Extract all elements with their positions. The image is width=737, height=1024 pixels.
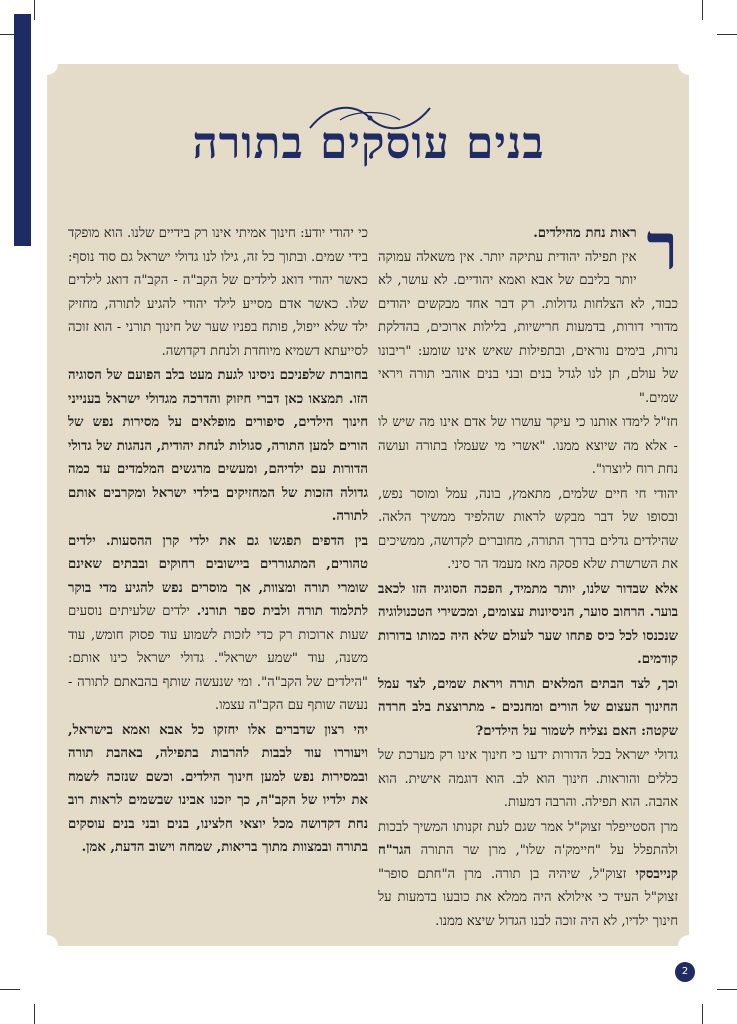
crop-mark (717, 34, 737, 35)
paragraph-bold: בין הדפים תפגשו גם את ילדי קרן ההסעות. ילדים טהורים, המתגוררים ביישובים רחוקים ובבתים שאינם שומרי תורה ומצוות, אך מוסרים נפש להגיע מדי בוקר לתלמוד תורה ולבית ספר תורני. (68, 533, 369, 619)
paragraph: זצוק"ל, שיהיה בן תורה. מרן ה"חתם סופר" זצוק"ל העיד כי אילולא היה ממלא את כובעו בדמעות על חינוך ילדיו, לא היה זוכה לבנו הגדול שיצא ממנו. (378, 866, 678, 929)
panel-corner (678, 53, 700, 75)
left-column (68, 222, 368, 861)
paragraph-bold: וכך, לצד הבתים המלאים תורה ויראת שמים, לצד עמל החינוך העצום של הורים ומחנכים - מתרוצצת בלב חרדה שקטה: האם נצליח לשמור על הילדים? (378, 676, 678, 739)
paragraph: ילדים שלעיתים נוסעים שעות ארוכות רק כדי לזכות לשמוע עוד פסוק חומש, עוד משנה, עוד "שמע ישראל". גדולי ישראל כינו אותם: "הילדים של הקב"ה". ומי שנעשה שותף בהבאתם לתורה - נעשה שותף עם הקב"ה עצמו. (68, 604, 368, 713)
intro-heading: ראות נחת מהילדים. (533, 226, 637, 241)
crop-mark (34, 1004, 35, 1024)
paragraph: אין תפילה יהודית עתיקה יותר. אין משאלה עמוקה יותר בליבם של אבא ואמא יהודיים. לא עושר, לא כבוד, לא הצלחות גדולות. רק דבר אחד מבקשים יהודים מדורי דורות, בדמעות חרישיות, בלילות ארוכים, בהדלקת נרות, בימים נוראים, ובתפילות שאיש אינו שומע: "ריבונו של עולם, תן לנו לגדל בנים ובני בנים אוהבי תורה ויראי שמים." (378, 249, 678, 406)
paragraph: יהודי חי חיים שלמים, מתאמץ, בונה, עמל ומוסר נפש, ובסופו של דבר מבקש לראות שהלפיד ממשיך הלאה. שהילדים גדלים בדרך התורה, מחוברים לקדושה, ממשיכים את השרשרת שלא פסקה מאז מעמד הר סיני. (378, 486, 678, 572)
panel-corner (678, 935, 700, 957)
paragraph: גדולי ישראל בכל הדורות ידעו כי חינוך אינו רק מערכת של כללים והוראות. חינוך הוא לב. הוא דוגמה אישית. הוא אהבה. הוא תפילה. והרבה דמעות. (378, 748, 678, 810)
page-number: 2 (675, 962, 695, 982)
page-title: בנים עוסקים בתורה (192, 118, 545, 169)
panel-corner (36, 935, 58, 957)
right-column (378, 210, 678, 934)
paragraph: מרן הסטייפלר זצוק"ל אמר שגם לעת זקנותו המשיך לבכות ולהתפלל על "חיימק'ה שלו", מרן שר התורה (378, 819, 678, 858)
paragraph-bold: יהי רצון שדברים אלו יחזקו כל אבא ואמא בישראל, ויעוררו עוד לבבות להרבות בתפילה, באהבת תורה ובמסירות נפש למען חינוך הילדים. וכשם שנזכה לשמח את ילדיו של הקב"ה, כך יזכנו אבינו שבשמים לראות רוב נחת דקדושה מכל יוצאי חלצינו, בנים ובני בנים עוסקים בתורה ובמצוות מתוך בריאות, שמחה וישוב הדעת, אמן. (68, 722, 368, 855)
paragraph: חז"ל לימדו אותנו כי עיקר עושרו של אדם אינו מה שיש לו - אלא מה שיוצא ממנו. "אשרי מי שעמלו בתורה ועושה נחת רוח ליוצרו". (378, 415, 678, 477)
panel-corner (36, 53, 58, 75)
rabbi-name: הגר"ח קנייבסקי (378, 843, 678, 882)
crop-mark (702, 0, 703, 20)
drop-cap: ר (646, 210, 678, 285)
crop-mark (34, 0, 35, 20)
crop-mark (0, 989, 20, 990)
paragraph-bold: אלא שבדור שלנו, יותר מתמיד, הפכה הסוגיה הזו לכאב בוער. הרחוב סוער, הניסיונות עצומים, ומכשירי הטכנולוגיה שנכנסו לכל כיס פתחו שער לעולם שלא היה כמותו בדורות קודמים. (378, 581, 678, 667)
crop-mark (702, 1004, 703, 1024)
paragraph: כי יהודי יודע: חינוך אמיתי אינו רק בידיים שלנו. הוא מופקד בידי שמים. ובתוך כל זה, גילו לנו גדולי ישראל גם סוד נוסף: כאשר יהודי דואג לילדים של הקב"ה - הקב"ה דואג לילדים שלו. כאשר אדם מסייע לילד יהודי להגיע לתורה, מחזיק ילד שלא ייפול, פותח בפניו שער של חינוך תורני - הוא זוכה לסייעתא דשמיא מיוחדת ולנחת דקדושה. (68, 226, 368, 359)
paragraph-bold: בחוברת שלפניכם ניסינו לגעת מעט בלב הפועם של הסוגיה הזו. תמצאו כאן דברי חיזוק והדרכה מגדולי ישראל בענייני חינוך הילדים, סיפורים מופלאים על מסירות נפש של הורים למען התורה, סגולות לנחת יהודית, הנהגות של גדולי הדורות עם ילדיהם, ומעשים מרגשים המלמדים עד כמה גדולה הזכות של המחזיקים בילדי ישראל ומקרבים אותם לתורה. (68, 368, 368, 524)
crop-mark (717, 989, 737, 990)
